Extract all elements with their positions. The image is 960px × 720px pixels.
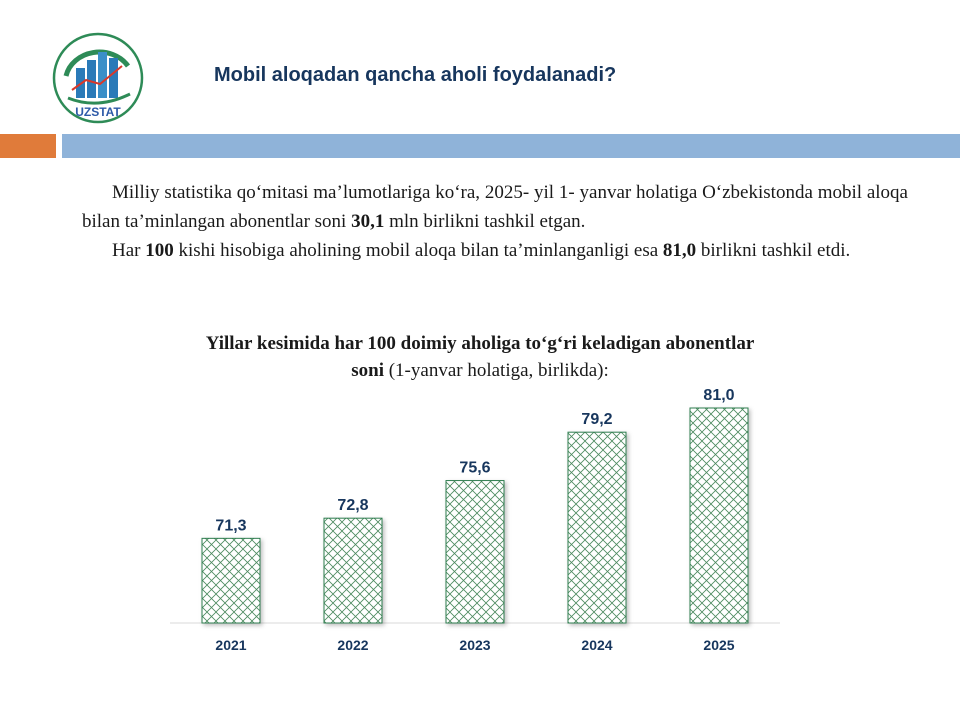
x-tick-label-2023: 2023	[459, 637, 491, 653]
chart-title-line-2: soni (1-yanvar holatiga, birlikda):	[351, 360, 609, 381]
paragraph-2: Har 100 kishi hisobiga aholining mobil aloqa bilan ta’minlanganligi esa 81,0 birlikni tashkil etdi.	[112, 240, 851, 261]
coverage-value: 81,0	[662, 240, 697, 261]
data-label-2025: 81,0	[703, 387, 735, 404]
bar-2023	[446, 481, 504, 623]
data-label-2021: 71,3	[215, 517, 247, 535]
x-tick-label-2022: 2022	[337, 637, 369, 653]
bar-2025	[690, 408, 748, 623]
data-label-2024: 79,2	[581, 411, 613, 429]
x-tick-label-2021: 2021	[215, 637, 247, 653]
x-tick-label-2024: 2024	[581, 637, 613, 653]
page-title: Mobil aloqadan qancha aholi foydalanadi?	[214, 64, 617, 86]
subscribers-value: 30,1	[351, 211, 385, 232]
bar-2022	[324, 518, 382, 623]
paragraph-1: Milliy statistika qo‘mitasi ma’lumotlariga ko‘ra, 2025- yil 1- yanvar holatiga O‘zbekistonda mobil aloqa bilan ta’minlangan abonentlar soni 30,1 mln birlikni tashkil etgan.	[82, 182, 908, 232]
per-100-value: 100	[145, 240, 174, 261]
chart-title-line-1: Yillar kesimida har 100 doimiy aholiga to‘g‘ri keladigan abonentlar	[205, 333, 755, 354]
bar-2021	[202, 538, 260, 623]
data-label-2023: 75,6	[459, 459, 491, 477]
logo-text: UZSTAT	[75, 105, 121, 119]
x-tick-label-2025: 2025	[703, 637, 735, 653]
bar-2024	[568, 432, 626, 623]
data-label-2022: 72,8	[337, 497, 369, 515]
